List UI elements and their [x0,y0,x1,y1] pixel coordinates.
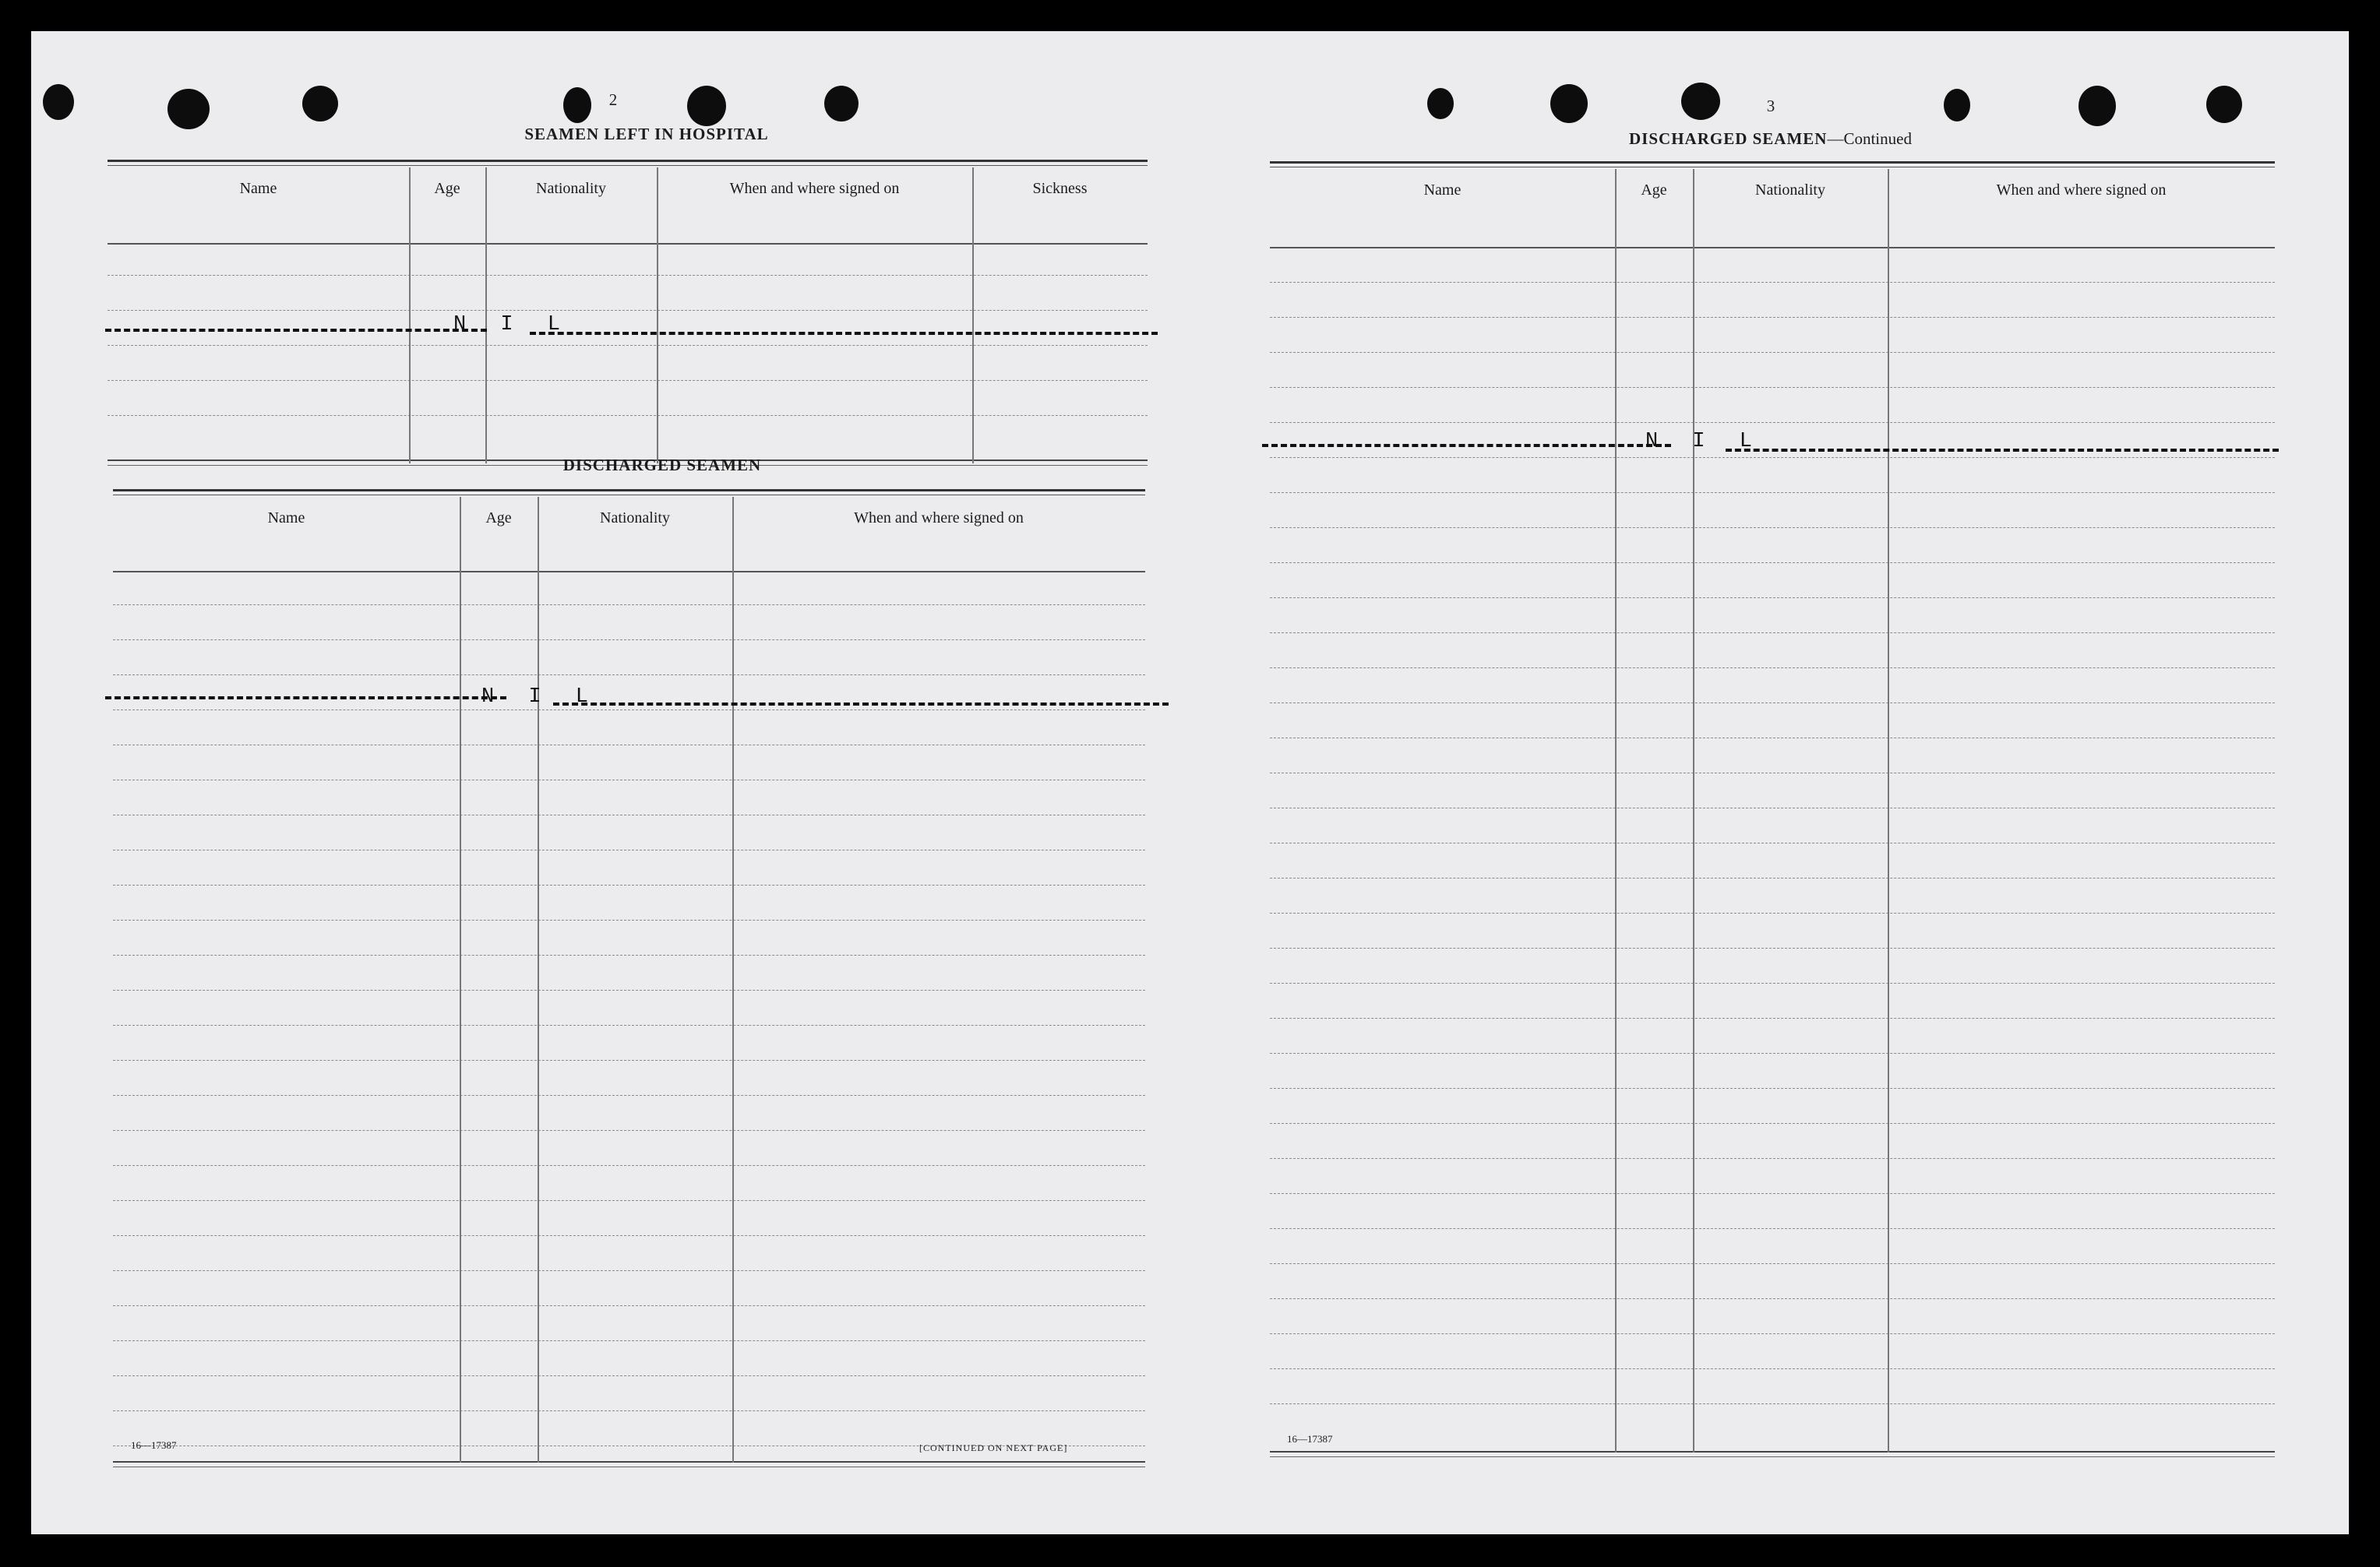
section-title-main: DISCHARGED SEAMEN [1629,129,1828,148]
column-header: Age [485,509,512,526]
column-header: Name [239,180,277,197]
column-header: Age [1641,181,1667,199]
column-header: Age [434,180,460,197]
punch-hole [1681,83,1720,120]
column-header: Name [1423,181,1461,199]
punch-hole [2079,86,2116,126]
punch-hole [167,89,210,129]
column-header: When and where signed on [854,509,1024,526]
punch-hole [2206,86,2242,123]
page-number: 3 [1766,97,1775,115]
punch-hole [43,84,74,120]
column-header: Nationality [536,180,606,197]
punch-hole [1550,84,1588,123]
form-number: 16—17387 [131,1439,177,1451]
nil-entry: N I L [1645,430,1764,453]
continued-note: [CONTINUED ON NEXT PAGE] [919,1442,1068,1453]
section-title [1511,129,2029,149]
punch-hole [687,86,726,126]
punch-hole [824,86,859,121]
nil-entry: N I L [481,685,600,709]
column-header: Nationality [600,509,670,526]
nil-strike-line [1262,444,1671,447]
punch-hole [563,87,591,123]
document-sheet [31,31,2349,1534]
page-number: 2 [608,90,618,109]
section-title: DISCHARGED SEAMEN [562,456,762,474]
column-header: Sickness [1032,180,1088,197]
nil-entry: N I L [453,313,572,336]
column-header: Name [267,509,305,526]
nil-strike-line [105,329,487,332]
punch-hole [1944,89,1970,121]
column-header: Nationality [1755,181,1825,199]
nil-strike-line [1726,449,2279,452]
discharged-continued-table [1270,161,2275,1456]
section-title: SEAMEN LEFT IN HOSPITAL [524,125,769,143]
section-title-suffix: —Continued [1827,129,1912,148]
punch-hole [1427,88,1454,119]
nil-strike-line [105,696,506,699]
column-header: When and where signed on [1996,181,2167,199]
hospital-table [108,160,1148,460]
form-number: 16—17387 [1287,1433,1333,1445]
nil-strike-line [553,703,1169,706]
punch-hole [302,86,338,121]
column-header: When and where signed on [729,180,900,197]
nil-strike-line [530,332,1158,335]
discharged-table [113,489,1145,1467]
